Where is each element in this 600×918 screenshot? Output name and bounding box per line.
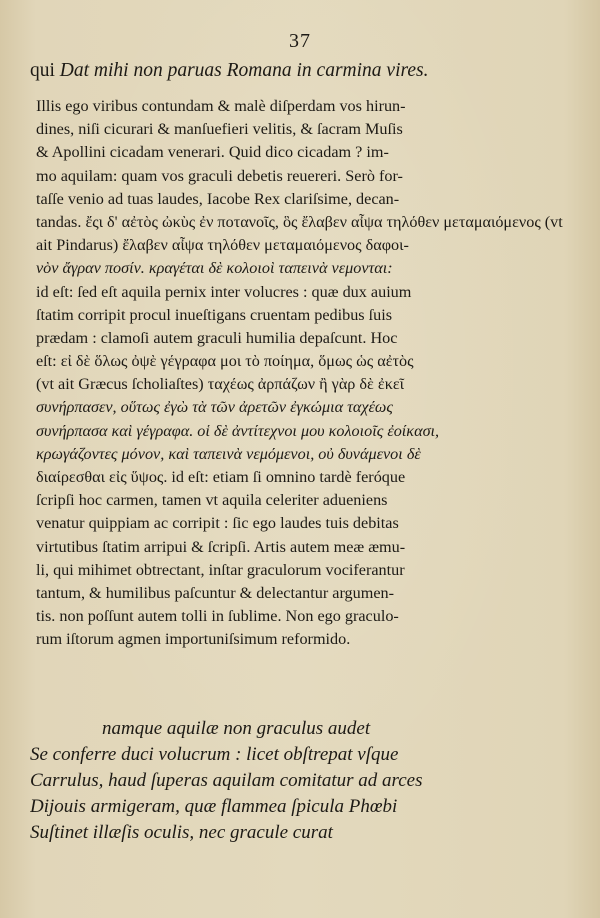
body-line: tandas. ἔςι δ' αἐτὸς ὠκὺς ἐν ποτανοῖς, ὃς ἔλαβεν αἶψα τηλόθεν μεταμαιόμενος (vt <box>36 212 563 231</box>
body-line: dines, niſi cicurari & manſuefieri velitis, & ſacram Muſis <box>36 120 403 139</box>
body-line: mo aquilam: quam vos graculi debetis reuereri. Serò for- <box>36 166 403 185</box>
body-line: id eſt: ſed eſt aquila pernix inter volucres : quæ dux auium <box>36 282 412 301</box>
body-line-greek: νὸν ἄγραν ποσίν. κραγέται δὲ κολοιοὶ ταπεινὰ νεμονται: <box>36 259 393 278</box>
verse-line: Dijouis armigeram, quæ flammea ſpicula Phœbi <box>30 796 398 817</box>
verse-line: Suſtinet illæſis oculis, nec gracule curat <box>30 822 333 843</box>
body-line: ait Pindarus) ἔλαβεν αἶψα τηλόθεν μεταμαιόμενος δαφοι- <box>36 236 409 255</box>
verse-line: Se conferre duci volucrum : licet obſtrepat vſque <box>30 744 399 765</box>
body-line: taſſe venio ad tuas laudes, Iacobe Rex clariſsime, decan- <box>36 189 400 208</box>
heading-italic: Dat mihi non paruas Romana in carmina vires. <box>59 60 429 81</box>
body-line-greek: συνήρπασα καὶ γέγραφα. οἱ δὲ ἀντίτεχνοι μου κολοιοῖς ἐοίκασι, <box>36 421 440 440</box>
verse-line: Carrulus, haud ſuperas aquilam comitatur ad arces <box>30 770 423 791</box>
body-line-greek: συνήρπασεν, οὕτως ἐγὼ τὰ τῶν ἀρετῶν ἐγκώμια ταχέως <box>36 398 393 417</box>
body-line: venatur quippiam ac corripit : ſic ego laudes tuis debitas <box>36 514 399 533</box>
body-line: ſcripſi hoc carmen, tamen vt aquila celeriter adueniens <box>36 491 388 510</box>
page-number: 37 <box>289 30 311 52</box>
body-line: rum iſtorum agmen importuniſsimum reformido. <box>36 630 351 649</box>
verse-block <box>30 716 580 846</box>
body-line: (vt ait Græcus ſcholiaſtes) ταχέως ἀρπάζων ἢ γὰρ δὲ ἐκεῖ <box>36 375 405 394</box>
heading-line <box>30 60 570 82</box>
body-line: virtutibus ſtatim arripui & ſcripſi. Artis autem meæ æmu- <box>36 537 406 556</box>
body-line: tantum, & humilibus paſcuntur & delectantur argumen- <box>36 583 394 602</box>
body-line: prædam : clamoſi autem graculi humilia depaſcunt. Hoc <box>36 328 398 347</box>
body-line: & Apollini cicadam venerari. Quid dico cicadam ? im- <box>36 143 389 162</box>
body-line: eſt: εἰ δὲ ὅλως ὀψὲ γέγραφα μοι τὸ ποίημα, ὅμως ὡς αἐτὸς <box>36 352 414 371</box>
body-line: ſtatim corripit procul inueſtigans cruentam pedibus ſuis <box>36 305 393 324</box>
body-line: tis. non poſſunt autem tolli in ſublime. Non ego graculo- <box>36 607 399 626</box>
body-line-greek: κρωγάζοντες μόνον, καὶ ταπεινὰ νεμόμενοι, οὐ δυνάμενοι δὲ <box>36 444 421 463</box>
heading-prefix: qui <box>30 60 60 81</box>
body-line: διαίρεσθαι εἰς ὕψος. id eſt: etiam ſi omnino tardè feróque <box>36 468 406 486</box>
verse-line: namque aquilæ non graculus audet <box>102 718 371 739</box>
body-line: Illis ego viribus contundam & malè diſperdam vos hirun- <box>36 97 406 115</box>
body-line: li, qui mihimet obtrectant, inſtar graculorum vociferantur <box>36 560 405 579</box>
body-text <box>36 95 576 652</box>
